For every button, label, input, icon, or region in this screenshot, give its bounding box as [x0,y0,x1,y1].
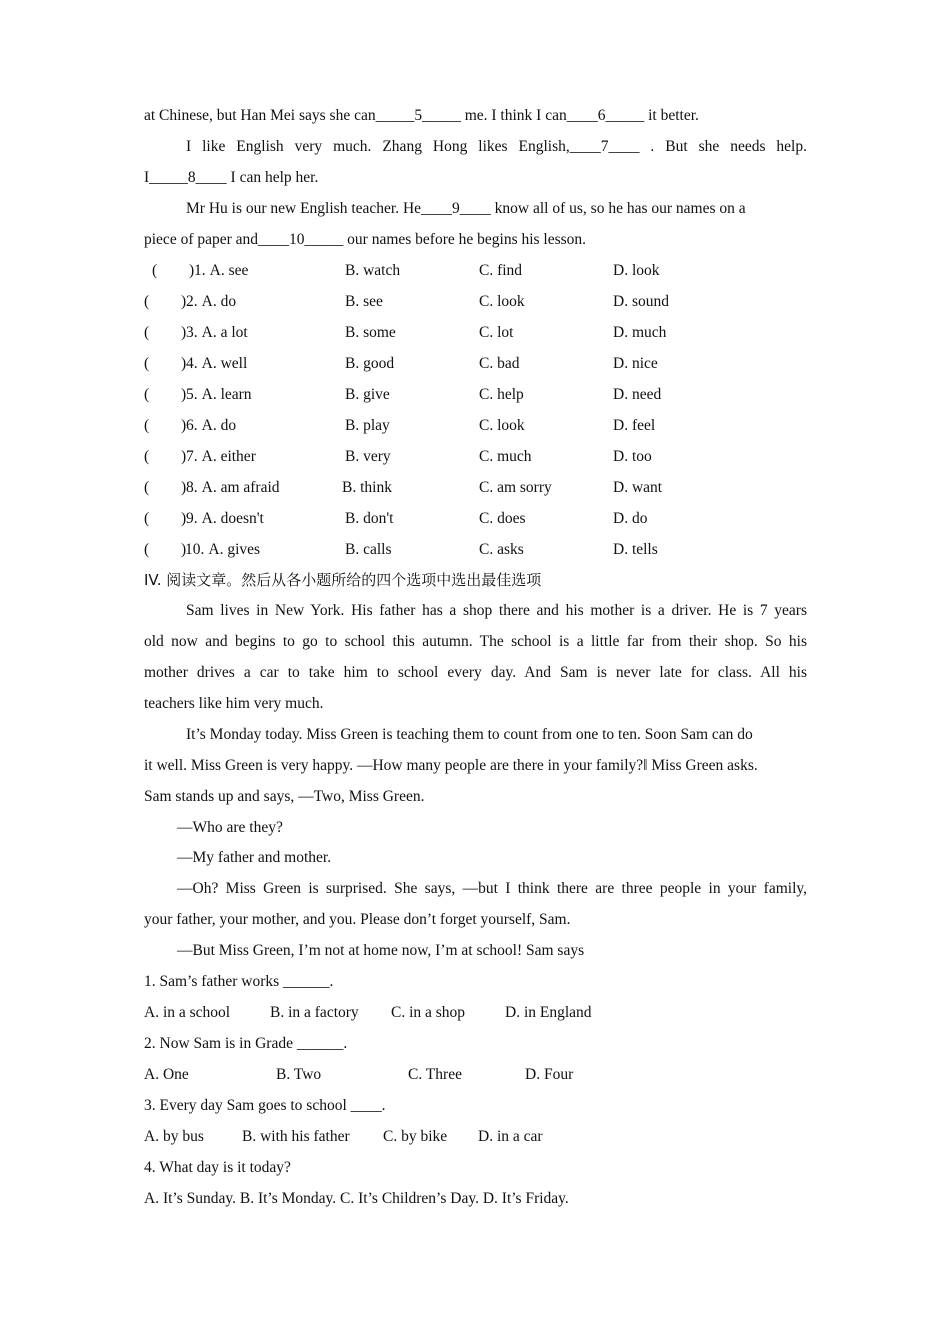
answer-paren-close: ) [181,293,187,310]
option-b: B. don't [345,510,394,527]
option-a: A. by bus [144,1128,204,1145]
option-b: B. see [345,293,383,310]
answer-paren-close: ) [181,541,187,558]
option-c: C. by bike [383,1128,448,1145]
cloze-option-row [144,416,844,436]
option-a-text: A. either [201,448,256,465]
option-d: D. tells [613,541,658,558]
answer-paren-open: ( [144,324,150,341]
cloze-option-row [144,323,844,343]
option-a-text: A. doesn't [201,510,264,527]
option-c: C. in a shop [391,1004,466,1021]
option-d: D. do [613,510,648,527]
dialog-line: ―But Miss Green, I’m not at home now, I’m at school! Sam says [177,942,585,959]
question-4-options: A. It’s Sunday. B. It’s Monday. C. It’s Children’s Day. D. It’s Friday. [144,1190,569,1207]
option-c: C. lot [479,324,514,341]
passage-line: old now and begins to go to school this autumn. The school is a little far from their shop. So his [144,633,807,650]
answer-paren-open: ( [144,448,150,465]
answer-paren-open: ( [144,293,150,310]
question-1-options [144,1003,807,1023]
answer-paren-open: ( [144,355,150,372]
cloze-line-1: at Chinese, but Han Mei says she can_____5_____ me. I think I can____6_____ it better. [144,107,699,124]
option-d: D. feel [613,417,656,434]
option-b: B. with his father [242,1128,350,1145]
passage-line: your father, your mother, and you. Please don’t forget yourself, Sam. [144,911,571,928]
cloze-option-row [144,292,844,312]
option-c: C. much [479,448,532,465]
cloze-option-row [144,354,844,374]
passage-line: teachers like him very much. [144,695,324,712]
question-number: 1. [194,262,206,279]
dialog-line: ―My father and mother. [177,849,332,866]
option-a-text: A. gives [208,541,261,558]
cloze-line-2: I like English very much. Zhang Hong likes English,____7____ . But she needs help. [186,138,807,155]
question-number: 9. [186,510,198,527]
option-a [186,416,236,436]
option-a-text: A. well [201,355,248,372]
option-d: D. look [613,262,660,279]
cloze-line-3: I_____8____ I can help her. [144,169,319,186]
option-d: D. much [613,324,667,341]
question-number: 2. [186,293,198,310]
question-number: 7. [186,448,198,465]
option-c: C. look [479,293,525,310]
option-c: C. help [479,386,524,403]
answer-paren-open: ( [144,479,150,496]
answer-paren-close: ) [181,355,187,372]
question-1: 1. Sam’s father works ______. [144,973,334,990]
option-c: C. does [479,510,526,527]
passage-line: ―Oh? Miss Green is surprised. She says, ―but I think there are three people in your family, [177,880,807,897]
section-4-heading: IV. 阅读文章。然后从各小题所给的四个选项中选出最佳选项 [144,571,542,589]
option-a: A. One [144,1066,189,1083]
cloze-line-5: piece of paper and____10_____ our names before he begins his lesson. [144,231,587,248]
answer-paren-close: ) [181,479,187,496]
option-a-text: A. do [201,417,237,434]
option-a-text: A. learn [201,386,252,403]
answer-paren-close: ) [181,324,187,341]
option-c: C. am sorry [479,479,552,496]
passage-line: Sam lives in New York. His father has a shop there and his mother is a driver. He is 7 years [186,602,807,619]
answer-paren-close: ) [181,417,187,434]
passage-line: it well. Miss Green is very happy. ―How many people are there in your family?‖ Miss Green asks. [144,757,758,774]
cloze-option-row [144,509,844,529]
option-d: D. need [613,386,662,403]
option-a-text: A. see [209,262,249,279]
answer-paren-open: ( [144,386,150,403]
option-a [185,540,260,560]
option-d: D. too [613,448,652,465]
option-b: B. good [345,355,395,372]
question-number: 8. [186,479,198,496]
option-c: C. bad [479,355,520,372]
question-number: 3. [186,324,198,341]
option-b: B. think [342,479,392,496]
option-d: D. want [613,479,663,496]
option-b: B. play [345,417,390,434]
cloze-line-4: Mr Hu is our new English teacher. He____9____ know all of us, so he has our names on a [186,200,746,217]
option-a-text: A. a lot [201,324,248,341]
question-3-options [144,1127,807,1147]
question-number: 10. [185,541,205,558]
answer-paren-close: ) [181,448,187,465]
option-b: B. give [345,386,390,403]
cloze-option-row [144,447,844,467]
option-a [186,509,264,529]
option-c: C. Three [408,1066,462,1083]
option-a [186,385,252,405]
question-3: 3. Every day Sam goes to school ____. [144,1097,386,1114]
option-a [186,292,236,312]
option-d: D. sound [613,293,669,310]
option-b: B. calls [345,541,392,558]
option-d: D. nice [613,355,658,372]
question-2-options [144,1065,807,1085]
option-d: D. in England [505,1004,592,1021]
option-a [186,354,247,374]
answer-paren-open: ( [152,262,158,279]
answer-paren-open: ( [144,541,150,558]
option-c: C. asks [479,541,524,558]
answer-paren-open: ( [144,510,150,527]
answer-paren-close: ) [181,510,187,527]
option-a [194,261,248,281]
question-4: 4. What day is it today? [144,1159,291,1176]
option-a-text: A. do [201,293,237,310]
cloze-option-row [144,261,844,281]
option-b: B. Two [276,1066,322,1083]
option-c: C. look [479,417,525,434]
option-a-text: A. am afraid [201,479,280,496]
question-number: 4. [186,355,198,372]
option-c: C. find [479,262,523,279]
option-b: B. some [345,324,396,341]
option-a [186,478,280,498]
option-a [186,447,256,467]
question-number: 6. [186,417,198,434]
answer-paren-open: ( [144,417,150,434]
passage-line: mother drives a car to take him to school every day. And Sam is never late for class. All his [144,664,807,681]
option-b: B. very [345,448,391,465]
option-b: B. in a factory [270,1004,359,1021]
option-a [186,323,248,343]
answer-paren-close: ) [181,386,187,403]
passage-line: It’s Monday today. Miss Green is teaching them to count from one to ten. Soon Sam can do [186,726,753,743]
option-d: D. Four [525,1066,574,1083]
cloze-option-row [144,540,844,560]
answer-paren-close: ) [189,262,195,279]
option-b: B. watch [345,262,401,279]
question-number: 5. [186,386,198,403]
option-d: D. in a car [478,1128,543,1145]
cloze-option-row [144,385,844,405]
question-2: 2. Now Sam is in Grade ______. [144,1035,348,1052]
passage-line: Sam stands up and says, ―Two, Miss Green. [144,788,425,805]
option-a: A. in a school [144,1004,231,1021]
dialog-line: ―Who are they? [177,819,283,836]
cloze-option-row [144,478,844,498]
